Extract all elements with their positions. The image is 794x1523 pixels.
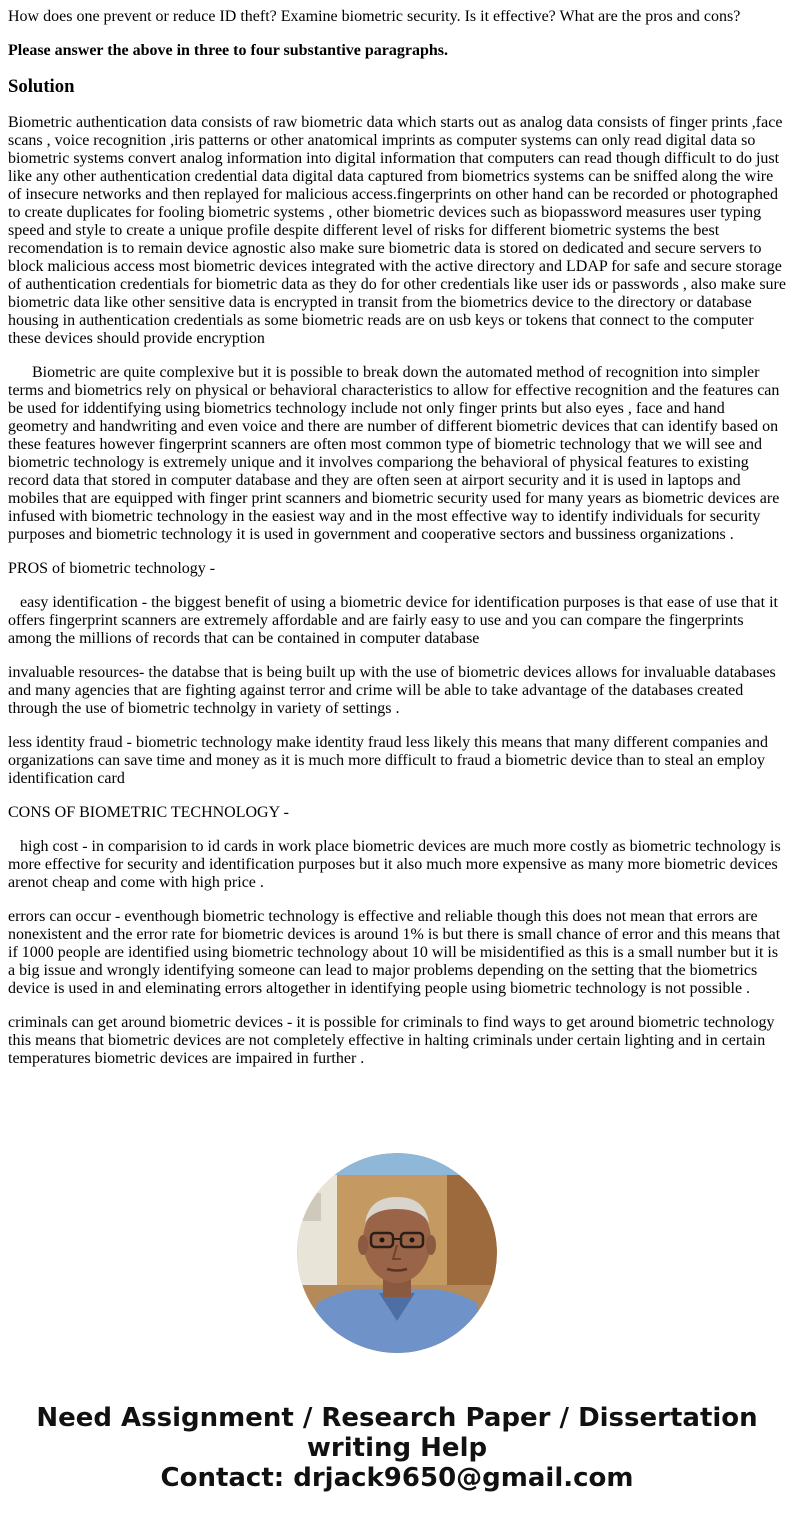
author-portrait-image [297, 1153, 497, 1353]
question-text: How does one prevent or reduce ID theft? Examine biometric security. Is it effective? What are the pros and cons? [8, 8, 741, 25]
pro-easy-identification: easy identification - the biggest benefit of using a biometric device for identification purposes is that ease of use that it offers fingerprint scanners are extremely affordable and are fairly easy to use and you can compare the fingerprints among the millions of records that can be contained in computer database [8, 594, 778, 647]
pros-heading: PROS of biometric technology - [8, 560, 216, 577]
paragraph-biometric-recognition: Biometric are quite complexive but it is possible to break down the automated method of recognition into simpler terms and biometrics rely on physical or behavioral characteristics to allow for effective recognition and the features can be used for iddentifying using biometrics technology include not only finger prints but also eyes , face and hand geometry and handwriting and even voice and there are number of different biometric devices that can identify based on these features however fingerprint scanners are often most common type of biometric technology that we will see and biometric technology is extremely unique and it involves compariong the behavioral of physical features to existing record data that stored in computer database and they are often seen at airport security and it is used in laptops and mobiles that are equipped with finger print scanners and biometric security used for many years as biometric devices are infused with biometric technology in the easiest way and in the most effective way to identify individuals for security purposes and biometric technology it is used in government and cooperative sectors and bussiness organizations . [8, 364, 780, 543]
con-criminals-get-around: criminals can get around biometric devices - it is possible for criminals to find ways to get around biometric technology this means that biometric devices are not completely effective in halting criminals under certain lighting and in certain temperatures biometric devices are impaired in further . [8, 1014, 775, 1067]
con-errors-can-occur: errors can occur - eventhough biometric technology is effective and reliable though this does not mean that errors are nonexistent and the error rate for biometric devices is around 1% is but there is small chance of error and this means that if 1000 people are identified using biometric technology about 10 will be misidentified as this is a small number but it is a big issue and wrongly identifying someone can lead to major problems depending on the setting that the biometrics device is used in and eleminating errors altogether in identifying people using biometric technology is not possible . [8, 908, 781, 997]
author-avatar [297, 1153, 497, 1353]
cons-heading: CONS OF BIOMETRIC TECHNOLOGY - [8, 804, 289, 821]
paragraph-authentication-data: Biometric authentication data consists of raw biometric data which starts out as analog data consists of finger prints ,face scans , voice recognition ,iris patterns or other anatomical imprints as computer systems can only read digital data so biometric systems convert analog information into digital information that computers can read though difficult to do just like any other authentication credential data digital data captured from biometrics systems can be sniffed along the wire of insecure networks and then replayed for malicious access.fingerprints on other hand can be recorded or photographed to create duplicates for fooling biometric systems , other biometric devices such as biopassword measures user typing speed and style to create a unique profile despite different level of risks for different biometric systems the best recomendation is to remain device agnostic also make sure biometric data is stored on dedicated and secure servers to block malicious access most biometric devices integrated with the active directory and LDAP for safe and secure storage of authentication credentials for biometric data as they do for other credentials like user ids or passwords , also make sure biometric data like other sensitive data is encrypted in transit from the biometrics device to the directory or database housing in authentication credentials as some biometric reads are on usb keys or tokens that connect to the computer these devices should provide encryption [8, 114, 786, 347]
promo-line-1: Need Assignment / Research Paper / Dissertation [36, 1403, 758, 1433]
instruction-text: Please answer the above in three to four substantive paragraphs. [8, 42, 448, 59]
promo-contact: Contact: drjack9650@gmail.com [160, 1463, 634, 1493]
pro-invaluable-resources: invaluable resources- the databse that is being built up with the use of biometric devices allows for invaluable databases and many agencies that are fighting against terror and crime will be able to take advantage of the databases created through the use of biometric technolgy in variety of settings . [8, 664, 776, 717]
pro-less-identity-fraud: less identity fraud - biometric technology make identity fraud less likely this means that many different companies and organizations can save time and money as it is much more difficult to fraud a biometric device than to steal an employ identification card [8, 734, 768, 787]
promo-footer [0, 1403, 794, 1493]
article [8, 8, 786, 1084]
solution-heading: Solution [8, 76, 75, 97]
promo-line-2: writing Help [306, 1433, 488, 1463]
con-high-cost: high cost - in comparision to id cards in work place biometric devices are much more costly as biometric technology is more effective for security and identification purposes but it also much more expensive as many more biometric devices arenot cheap and come with high price . [8, 838, 781, 891]
